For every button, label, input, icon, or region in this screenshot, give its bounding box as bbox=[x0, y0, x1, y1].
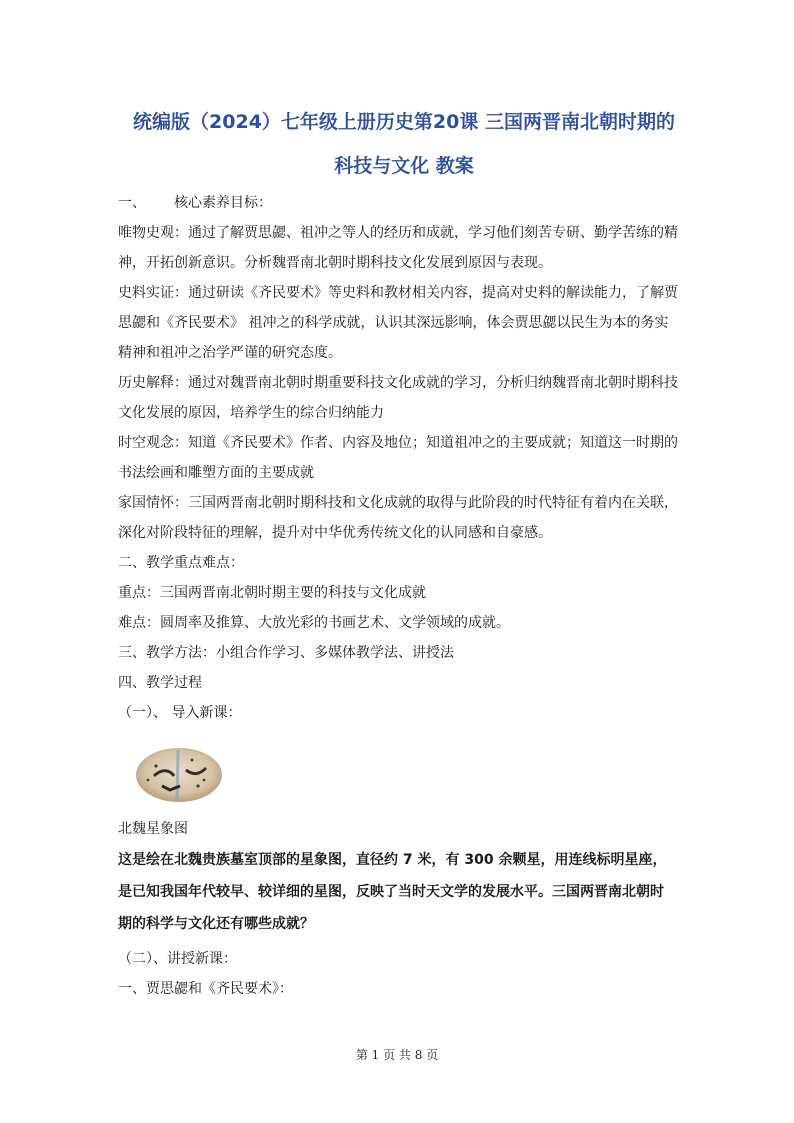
goal-paragraph-line: 神，开拓创新意识。分析魏晋南北朝时期科技文化发展到原因与表现。 bbox=[118, 255, 552, 271]
goal-paragraph-line: 深化对阶段特征的理解，提升对中华优秀传统文化的认同感和自豪感。 bbox=[118, 525, 552, 541]
step-heading-teaching: （二）、讲授新课： bbox=[118, 951, 237, 967]
goal-paragraph-line: 历史解释：通过对魏晋南北朝时期重要科技文化成就的学习，分析归纳魏晋南北朝时期科技 bbox=[118, 375, 678, 391]
section-heading-key-points: 二、教学重点难点： bbox=[118, 555, 244, 571]
page-footer: 第 1 页 共 8 页 bbox=[355, 1048, 439, 1062]
difficulty-text: 难点：圆周率及推算、大放光彩的书画艺术、文学领域的成就。 bbox=[118, 615, 510, 631]
key-point-text: 重点：三国两晋南北朝时期主要的科技与文化成就 bbox=[118, 585, 426, 601]
section-heading-goals bbox=[118, 188, 690, 218]
goal-paragraph-line: 唯物史观：通过了解贾思勰、祖冲之等人的经历和成就，学习他们刻苦专研、勤学苦练的精 bbox=[118, 225, 678, 241]
section-title: 核心素养目标： bbox=[174, 195, 272, 211]
step-heading-intro: （一）、 导入新课： bbox=[118, 705, 242, 721]
intro-paragraph-line: 期的科学与文化还有哪些成就？ bbox=[118, 916, 314, 932]
document-body bbox=[118, 100, 690, 1004]
goal-paragraph-line: 史料实证：通过研读《齐民要术》等史料和教材相关内容，提高对史料的解读能力，了解贾 bbox=[118, 285, 678, 301]
goal-paragraph-line: 文化发展的原因，培养学生的综合归纳能力 bbox=[118, 405, 384, 421]
goal-paragraph-line: 思勰和《齐民要术》 祖冲之的科学成就，认识其深远影响，体会贾思勰以民生为本的务实 bbox=[118, 315, 669, 331]
section-number: 一、 bbox=[118, 195, 146, 211]
intro-paragraph-line: 这是绘在北魏贵族墓室顶部的星象图，直径约 7 米，有 300 余颗星，用连线标明星座， bbox=[118, 852, 667, 868]
section-heading-process: 四、教学过程 bbox=[118, 675, 202, 691]
star-map-image bbox=[134, 746, 224, 804]
goal-paragraph-line: 家国情怀：三国两晋南北朝时期科技和文化成就的取得与此阶段的时代特征有着内在关联， bbox=[118, 495, 678, 511]
section-heading-methods: 三、教学方法：小组合作学习、多媒体教学法、讲授法 bbox=[118, 645, 454, 661]
goal-paragraph-line: 精神和祖冲之治学严谨的研究态度。 bbox=[118, 345, 342, 361]
document-title-line-2: 科技与文化 教案 bbox=[334, 155, 474, 177]
goal-paragraph-line: 时空观念：知道《齐民要术》作者、内容及地位；知道祖冲之的主要成就；知道这一时期的 bbox=[118, 435, 678, 451]
intro-paragraph-line: 是已知我国年代较早、较详细的星图，反映了当时天文学的发展水平。三国两晋南北朝时 bbox=[118, 884, 664, 900]
subsection-heading: 一、贾思勰和《齐民要术》： bbox=[118, 981, 293, 997]
document-title-line-1: 统编版（2024）七年级上册历史第20课 三国两晋南北朝时期的 bbox=[133, 111, 675, 133]
image-caption: 北魏星象图 bbox=[118, 821, 188, 837]
goal-paragraph-line: 书法绘画和雕塑方面的主要成就 bbox=[118, 465, 314, 481]
